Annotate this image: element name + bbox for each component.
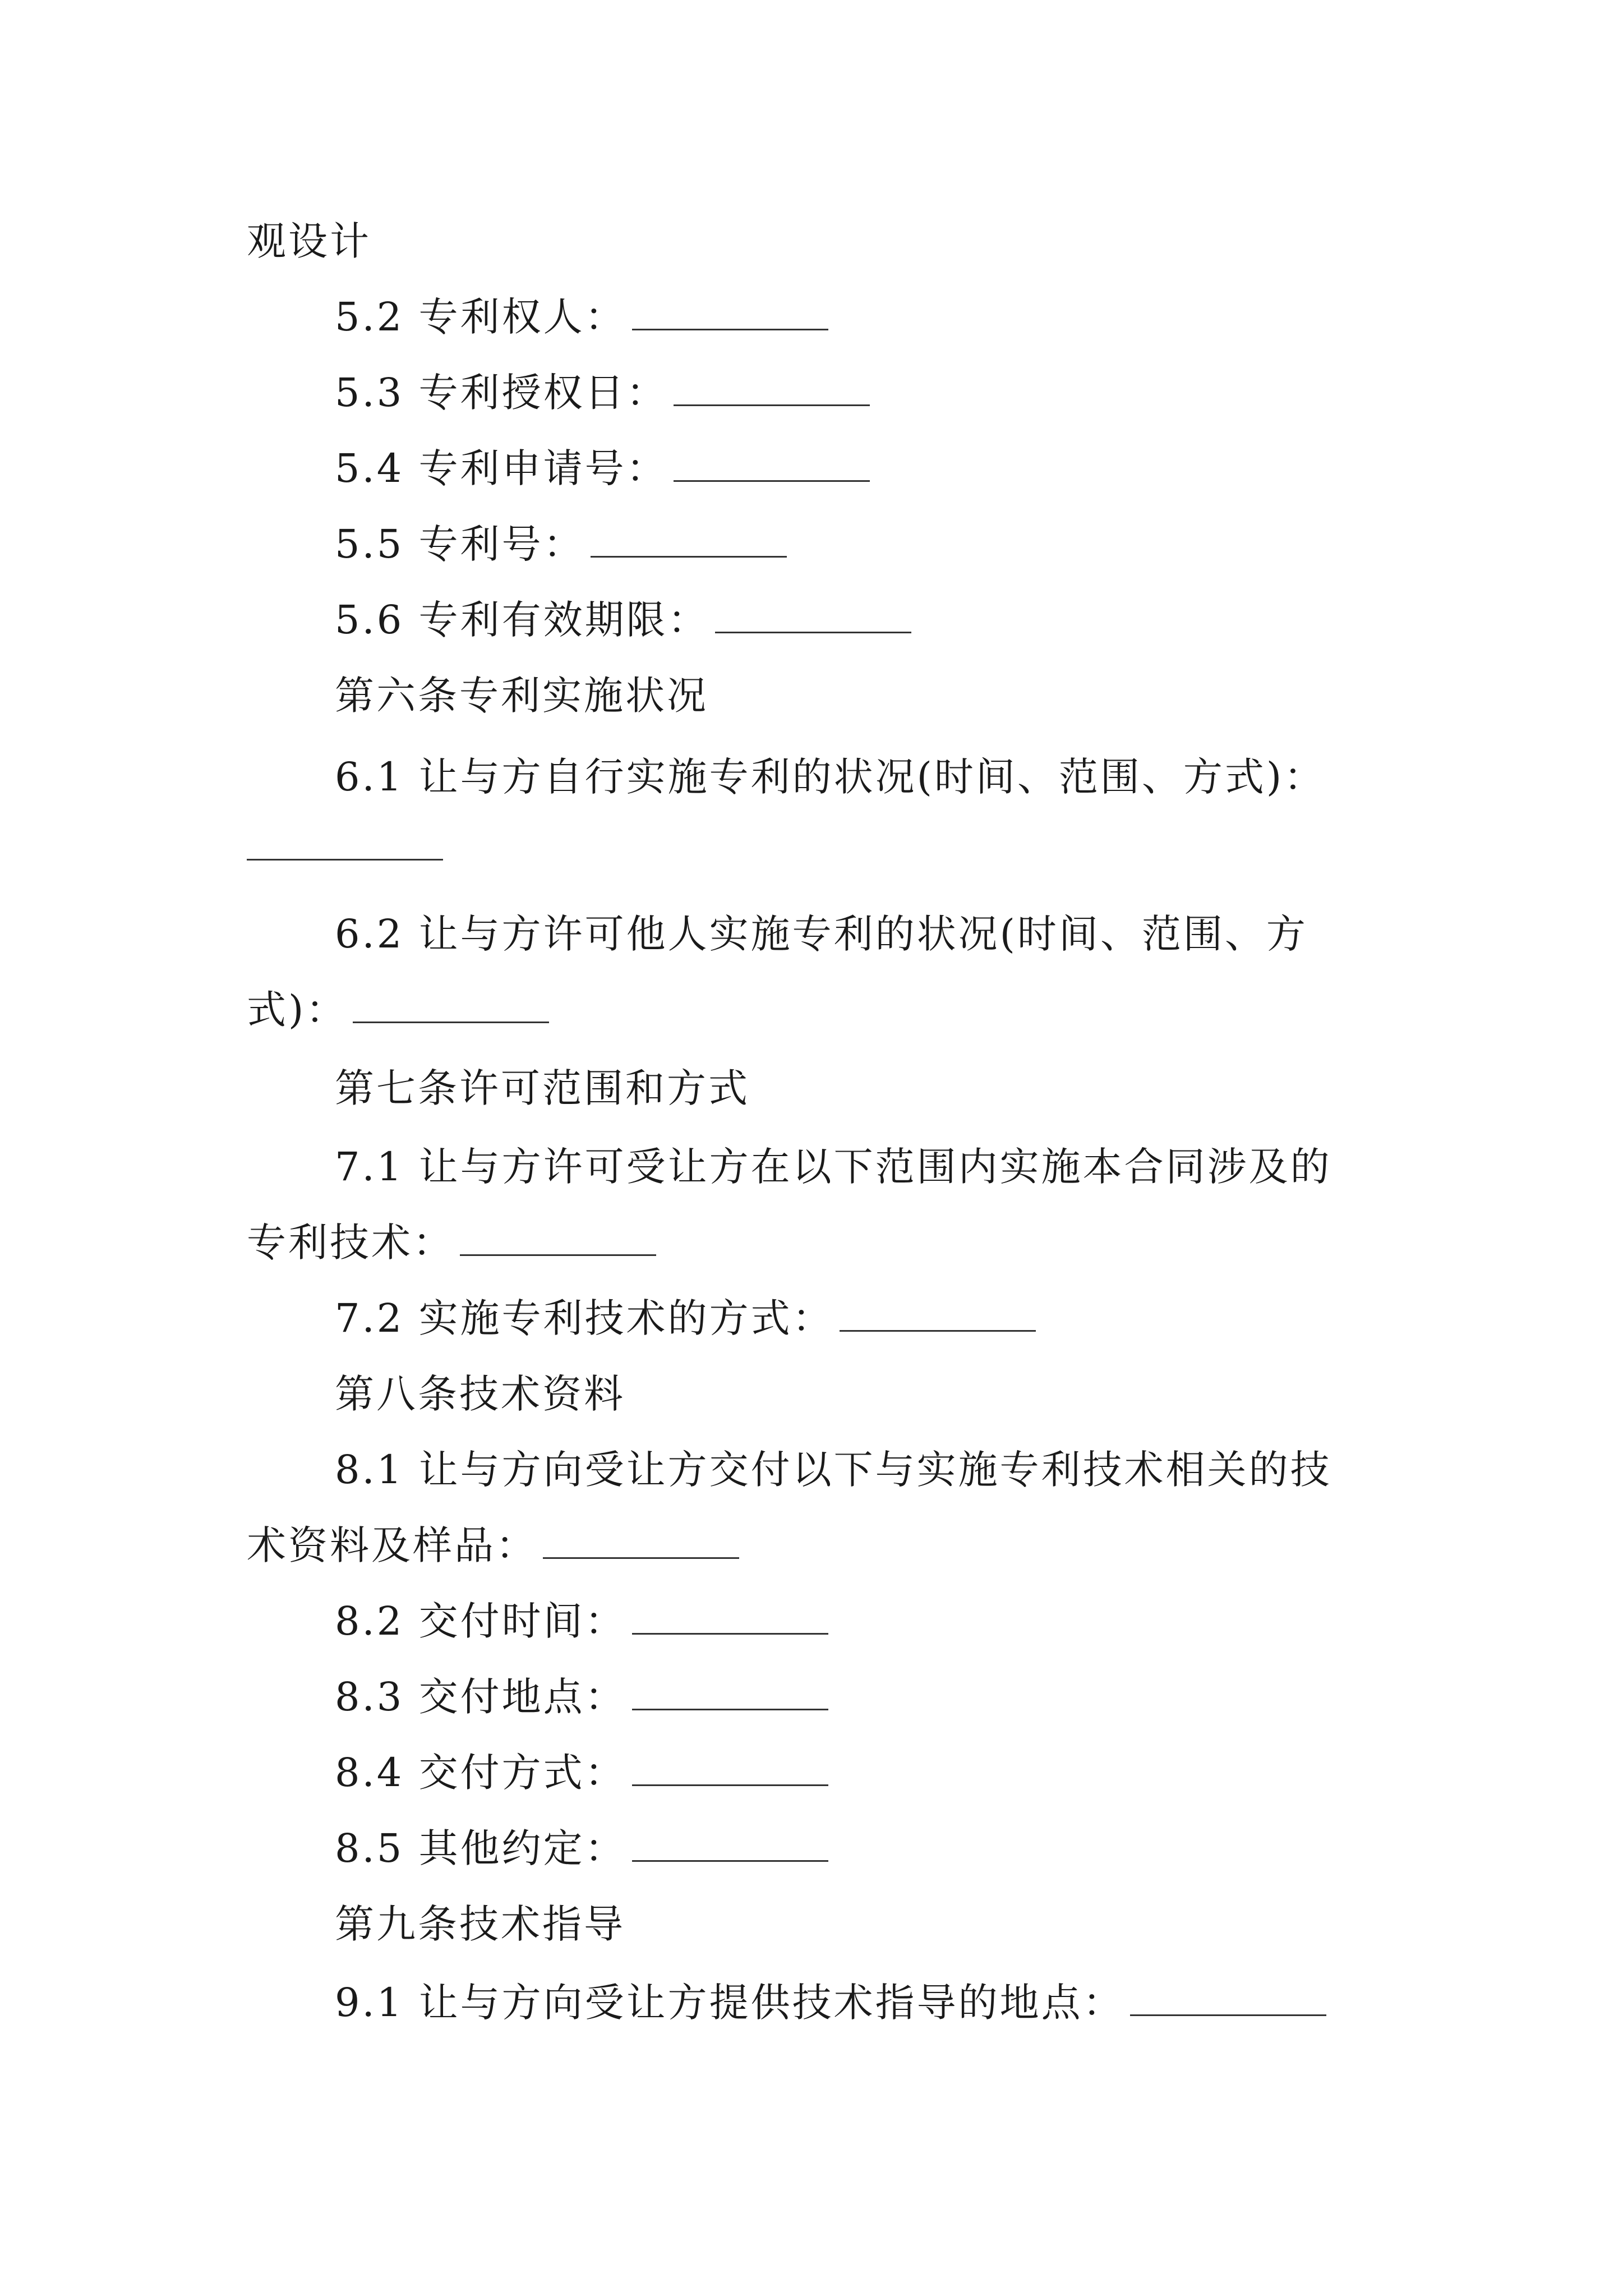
line-text: 第六条专利实施状况 (335, 673, 708, 719)
line-text: 6.1 让与方自行实施专利的状况(时间、范围、方式)： (335, 754, 1326, 800)
line-text: 5.4 专利申请号： (335, 445, 668, 491)
fill-blank-line (674, 449, 870, 482)
line-text: 8.4 交付方式： (335, 1750, 626, 1796)
clause-6-2 (335, 909, 1308, 959)
line-text: 式)： (247, 987, 348, 1033)
clause-6-1-blank (247, 827, 443, 861)
fill-blank-line (632, 1602, 828, 1635)
article-7-heading (335, 1063, 750, 1114)
clause-7-2 (335, 1293, 1036, 1343)
article-6-heading (335, 670, 708, 721)
fill-blank-line (460, 1223, 656, 1256)
clause-5-4 (335, 443, 870, 494)
line-text: 8.5 其他约定： (335, 1825, 626, 1871)
line-text: 8.3 交付地点： (335, 1674, 626, 1720)
line-text: 观设计 (247, 218, 371, 264)
clause-5-6 (335, 595, 911, 645)
article-8-heading (335, 1369, 625, 1419)
fill-blank-line (1130, 1983, 1326, 2016)
clause-9-1 (335, 1977, 1326, 2028)
fill-blank-line (840, 1299, 1036, 1332)
fill-blank-line (543, 1526, 739, 1559)
article-9-heading (335, 1899, 625, 1949)
line-text: 7.2 实施专利技术的方式： (335, 1295, 834, 1341)
fill-blank-line (591, 524, 787, 558)
clause-5-2 (335, 292, 828, 342)
fill-blank-line (674, 373, 870, 406)
clause-6-1 (335, 752, 1325, 802)
clause-7-1 (335, 1142, 1332, 1192)
fill-blank-line (715, 600, 911, 633)
clause-8-4 (335, 1747, 828, 1798)
line-text: 第七条许可范围和方式 (335, 1065, 750, 1111)
line-text: 8.2 交付时间： (335, 1598, 626, 1644)
clause-8-3 (335, 1672, 828, 1722)
fill-blank-line (632, 297, 828, 330)
line-text: 专利技术： (247, 1220, 454, 1266)
line-text: 6.2 让与方许可他人实施专利的状况(时间、范围、方 (335, 911, 1308, 957)
fill-blank-line (632, 1753, 828, 1786)
clause-5-5 (335, 519, 787, 569)
line-text: 5.2 专利权人： (335, 294, 626, 340)
line-text: 术资料及样品： (247, 1522, 537, 1568)
fill-blank-line (632, 1829, 828, 1862)
line-text: 第九条技术指导 (335, 1901, 625, 1947)
line-text: 9.1 让与方向受让方提供技术指导的地点： (335, 1980, 1124, 2026)
line-text: 第八条技术资料 (335, 1371, 625, 1417)
clause-8-1 (335, 1444, 1332, 1495)
clause-8-5 (335, 1823, 828, 1874)
text-line-continuation (247, 216, 371, 266)
line-text: 5.3 专利授权日： (335, 370, 668, 416)
clause-8-1-continuation (247, 1520, 739, 1571)
clause-5-3 (335, 367, 870, 418)
clause-8-2 (335, 1596, 828, 1646)
fill-blank-line (632, 1677, 828, 1710)
line-text: 7.1 让与方许可受让方在以下范围内实施本合同涉及的 (335, 1144, 1332, 1190)
fill-blank-line (353, 990, 549, 1023)
clause-6-2-continuation (247, 984, 549, 1035)
line-text: 5.6 专利有效期限： (335, 597, 709, 643)
line-text: 8.1 让与方向受让方交付以下与实施专利技术相关的技 (335, 1447, 1332, 1493)
fill-blank-line (247, 827, 443, 861)
line-text: 5.5 专利号： (335, 521, 585, 567)
clause-7-1-continuation (247, 1217, 656, 1268)
